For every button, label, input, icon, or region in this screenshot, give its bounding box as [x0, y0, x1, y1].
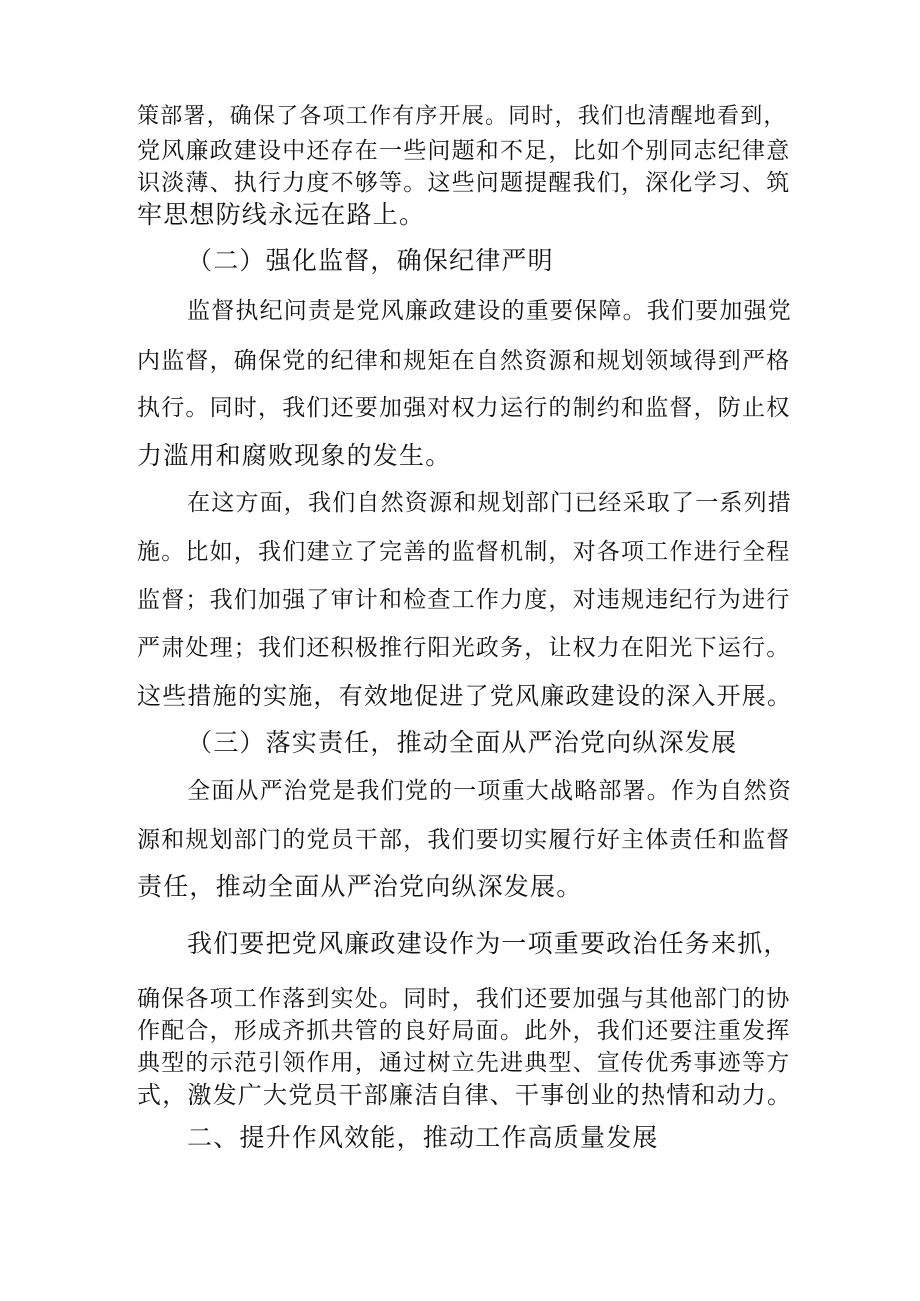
section-heading-2: （二）强化监督，确保纪律严明: [187, 246, 554, 275]
paragraph-line: 内监督，确保党的纪律和规矩在自然资源和规划领域得到严格: [137, 348, 791, 374]
paragraph-line: 牢思想防线永远在路上。: [137, 200, 426, 229]
paragraph-line: 作配合，形成齐抓共管的良好局面。此外，我们还要注重发挥: [137, 1018, 791, 1044]
paragraph-line: 力滥用和腐败现象的发生。: [137, 441, 452, 470]
paragraph-line: 典型的示范引领作用，通过树立先进典型、宣传优秀事迹等方: [137, 1050, 791, 1076]
paragraph-line: 确保各项工作落到实处。同时，我们还要加强与其他部门的协: [137, 986, 791, 1012]
paragraph-line: 党风廉政建设中还存在一些问题和不足，比如个别同志纪律意: [137, 138, 791, 164]
paragraph-line: 监督；我们加强了审计和检查工作力度，对违规违纪行为进行: [137, 587, 791, 613]
paragraph-line: 监督执纪问责是党风廉政建设的重要保障。我们要加强党: [187, 298, 792, 324]
paragraph-line: 策部署，确保了各项工作有序开展。同时，我们也清醒地看到，: [137, 104, 787, 129]
paragraph-line: 全面从严治党是我们党的一项重大战略部署。作为自然资: [187, 778, 792, 804]
paragraph-line: 执行。同时，我们还要加强对权力运行的制约和监督，防止权: [137, 395, 791, 421]
paragraph-line: 我们要把党风廉政建设作为一项重要政治任务来抓，: [187, 929, 790, 958]
paragraph-line: 施。比如，我们建立了完善的监督机制，对各项工作进行全程: [137, 539, 791, 565]
paragraph-line: 责任，推动全面从严治党向纵深发展。: [137, 872, 583, 901]
paragraph-line: 在这方面，我们自然资源和规划部门已经采取了一系列措: [187, 490, 792, 516]
paragraph-line: 这些措施的实施，有效地促进了党风廉政建设的深入开展。: [137, 682, 793, 710]
section-heading-3: （三）落实责任，推动全面从严治党向纵深发展: [187, 728, 738, 757]
paragraph-line: 识淡薄、执行力度不够等。这些问题提醒我们，深化学习、筑: [137, 170, 791, 196]
paragraph-line: 源和规划部门的党员干部，我们要切实履行好主体责任和监督: [137, 827, 791, 853]
paragraph-line: 式，激发广大党员干部廉洁自律、干事创业的热情和动力。: [137, 1081, 793, 1109]
paragraph-line: 严肃处理；我们还积极推行阳光政务，让权力在阳光下运行。: [137, 635, 791, 661]
section-heading-main-2: 二、提升作风效能，推动工作高质量发展: [187, 1123, 659, 1152]
